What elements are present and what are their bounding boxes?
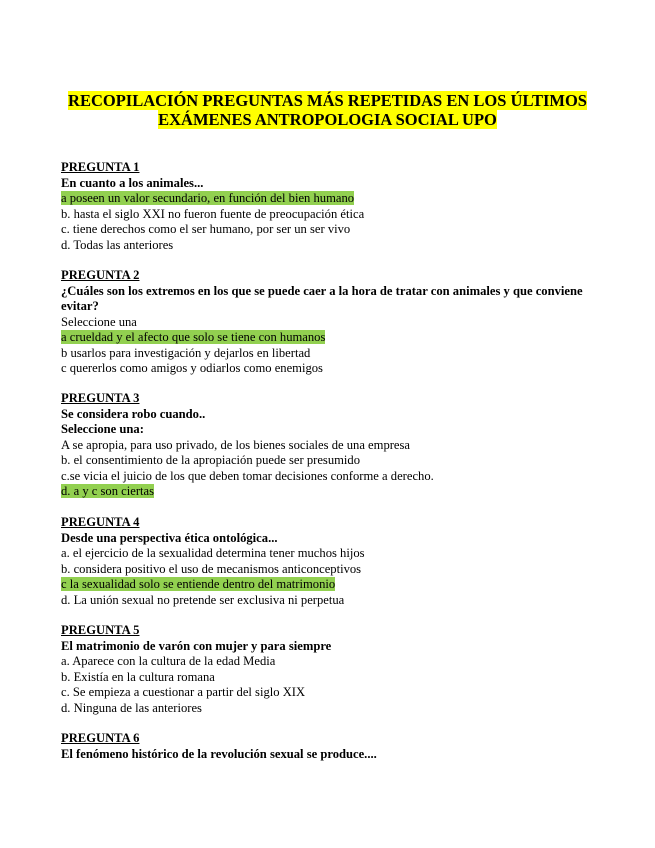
option-d: d. Todas las anteriores bbox=[61, 237, 174, 252]
title-line-2: EXÁMENES ANTROPOLOGIA SOCIAL UPO bbox=[158, 110, 497, 129]
question-stem: El matrimonio de varón con mujer y para siempre bbox=[61, 638, 332, 653]
question-stem: El fenómeno histórico de la revolución sexual se produce.... bbox=[61, 746, 377, 761]
question-stem: En cuanto a los animales... bbox=[61, 175, 204, 190]
option-c: c quererlos como amigos y odiarlos como enemigos bbox=[61, 361, 323, 375]
correct-answer-highlight: a crueldad y el afecto que solo se tiene con humanos bbox=[61, 330, 326, 344]
option-c: c. Se empieza a cuestionar a partir del siglo XIX bbox=[61, 685, 306, 699]
correct-answer-highlight: c la sexualidad solo se entiende dentro del matrimonio bbox=[61, 577, 336, 591]
option-c: c. tiene derechos como el ser humano, por ser un ser vivo bbox=[61, 222, 351, 236]
question-2 bbox=[61, 268, 606, 377]
option-d: d. Ninguna de las anteriores bbox=[61, 700, 202, 715]
option-a bbox=[61, 191, 606, 207]
question-3 bbox=[61, 391, 606, 500]
question-instruction: Seleccione una: bbox=[61, 422, 144, 436]
option-a: a. el ejercicio de la sexualidad determina tener muchos hijos bbox=[61, 546, 365, 560]
question-heading: PREGUNTA 2 bbox=[61, 268, 140, 282]
question-heading: PREGUNTA 5 bbox=[61, 623, 140, 637]
question-instruction: Seleccione una bbox=[61, 314, 137, 329]
question-stem: Se considera robo cuando.. bbox=[61, 406, 206, 421]
question-4 bbox=[61, 515, 606, 608]
question-heading: PREGUNTA 6 bbox=[61, 731, 140, 745]
question-stem: ¿Cuáles son los extremos en los que se puede caer a la hora de tratar con animales y que conviene evitar? bbox=[61, 283, 583, 313]
title-line-1: RECOPILACIÓN PREGUNTAS MÁS REPETIDAS EN LOS ÚLTIMOS bbox=[68, 91, 587, 110]
option-d: d. La unión sexual no pretende ser exclusiva ni perpetua bbox=[61, 592, 345, 607]
option-b: b usarlos para investigación y dejarlos en libertad bbox=[61, 345, 311, 360]
option-a bbox=[61, 330, 606, 346]
option-b: b. considera positivo el uso de mecanismos anticonceptivos bbox=[61, 561, 362, 576]
option-b: b. hasta el siglo XXI no fueron fuente de preocupación ética bbox=[61, 206, 365, 221]
document-title bbox=[0, 91, 655, 129]
option-b: b. el consentimiento de la apropiación puede ser presumido bbox=[61, 453, 361, 467]
option-d bbox=[61, 484, 606, 500]
correct-answer-highlight: d. a y c son ciertas bbox=[61, 484, 155, 498]
question-6 bbox=[61, 731, 606, 762]
question-heading: PREGUNTA 4 bbox=[61, 515, 140, 529]
correct-answer-highlight: a poseen un valor secundario, en función del bien humano bbox=[61, 191, 355, 205]
option-b: b. Existía en la cultura romana bbox=[61, 669, 215, 684]
question-1 bbox=[61, 160, 606, 253]
option-a: a. Aparece con la cultura de la edad Media bbox=[61, 654, 276, 668]
question-5 bbox=[61, 623, 606, 716]
option-c bbox=[61, 577, 606, 593]
option-a: A se apropia, para uso privado, de los bienes sociales de una empresa bbox=[61, 437, 411, 452]
option-c: c.se vicia el juicio de los que deben tomar decisiones conforme a derecho. bbox=[61, 468, 434, 483]
question-heading: PREGUNTA 3 bbox=[61, 391, 140, 405]
question-stem: Desde una perspectiva ética ontológica... bbox=[61, 530, 278, 545]
question-heading: PREGUNTA 1 bbox=[61, 160, 140, 174]
